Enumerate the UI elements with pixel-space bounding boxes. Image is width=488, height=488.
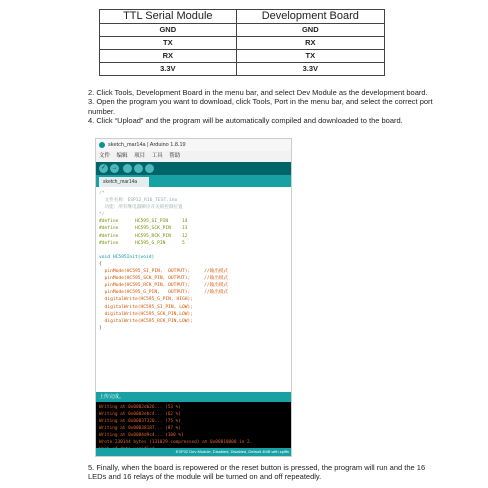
save-icon[interactable] bbox=[145, 164, 154, 173]
menu-edit[interactable]: 编辑 bbox=[116, 153, 128, 159]
step-3: 3. Open the program you want to download, click Tools, Port in the menu bar, and select the correct port number. bbox=[88, 97, 433, 116]
console-text: Writing at 0x0002db26... (53 %) Writing at 0x0003ebc4... (62 %) Writing at 0x00037320... (75 %) Writing at 0x00038187... (87 %) Writing at 0x0004d9c4... (100 %) Wrote 230144 bytes (131029 compressed) at 0x00010000 in 2. bbox=[99, 405, 253, 445]
table-cell: RX bbox=[100, 50, 237, 63]
table-cell: GND bbox=[100, 24, 237, 37]
wiring-table bbox=[99, 9, 385, 76]
header-dev-board: Development Board bbox=[236, 10, 384, 24]
arduino-ide-screenshot bbox=[96, 139, 291, 456]
header-ttl-module: TTL Serial Module bbox=[100, 10, 237, 24]
upload-status-text: 上传完成。 bbox=[99, 394, 125, 400]
menu-sketch[interactable]: 项目 bbox=[134, 153, 146, 159]
new-icon[interactable] bbox=[123, 164, 132, 173]
code-editor[interactable] bbox=[96, 187, 291, 392]
step-2: 2. Click Tools, Development Board in the menu bar, and select Dev Module as the development board. bbox=[88, 88, 428, 97]
table-row bbox=[100, 63, 385, 76]
table-row bbox=[100, 24, 385, 37]
window-title: sketch_mar14a | Arduino 1.8.19 bbox=[108, 142, 186, 148]
board-status-text: ESP32 Dev Module, Disabled, Disabled, Default 4MB with spiffs bbox=[175, 449, 289, 454]
step-5: 5. Finally, when the board is repowered or the reset button is pressed, the program will run and the 16 LEDs and 16 relays of the module will be turned on and off repeatedly. bbox=[88, 463, 426, 482]
verify-icon[interactable]: ✓ bbox=[100, 165, 107, 171]
upload-icon[interactable]: → bbox=[111, 165, 118, 171]
code-text: /* 文件名称：ESP32_R16_TEST.ino 功能：所有继电器顺序开关锁控制位置 */ #define HC595_SI_PIN 14 #define HC595_SCK_PIN 13 #define HC595_RCK_PIN 12 #define HC595_G_PIN 5 void HC595Init(void) { pinMode(HC595_SI_PIN, OUTPUT); //输出模式 pinMode(HC595_SCK_PIN, OUTPUT); //输出模式 pinMode(HC595_RCK_PIN, OUTPUT); //输出模式 pinMode(HC595_G_PIN, OUTPUT); //输出模式 digitalWrite(HC595_G_PIN, HIGH); digitalWrite(HC595_SI_PIN, LOW); digitalWrite(HC595_SCK_PIN,LOW); digitalWrite(HC595_RCK_PIN,LOW); } bbox=[99, 191, 229, 331]
open-icon[interactable] bbox=[134, 164, 143, 173]
table-row bbox=[100, 50, 385, 63]
table-cell: 3.3V bbox=[100, 63, 237, 76]
table-cell: GND bbox=[236, 24, 384, 37]
ide-title-bar bbox=[96, 139, 291, 151]
table-cell: TX bbox=[236, 50, 384, 63]
menu-help[interactable]: 帮助 bbox=[169, 153, 181, 159]
upload-status-bar bbox=[96, 392, 291, 402]
board-status-bar bbox=[96, 448, 291, 456]
arduino-logo-icon bbox=[99, 142, 105, 148]
step-4: 4. Click “Upload” and the program will be automatically compiled and downloaded to the board. bbox=[88, 115, 403, 125]
ide-toolbar bbox=[96, 162, 291, 175]
ide-menu-bar bbox=[96, 151, 291, 162]
table-cell: TX bbox=[100, 37, 237, 50]
menu-tools[interactable]: 工具 bbox=[151, 153, 163, 159]
table-cell: 3.3V bbox=[236, 63, 384, 76]
table-row bbox=[100, 37, 385, 50]
tab-sketch[interactable]: sketch_mar14a bbox=[99, 177, 149, 187]
table-header-row bbox=[100, 10, 385, 24]
instruction-steps bbox=[88, 88, 433, 125]
table-cell: RX bbox=[236, 37, 384, 50]
ide-tab-bar bbox=[96, 175, 291, 187]
menu-file[interactable]: 文件 bbox=[99, 153, 111, 159]
final-step bbox=[88, 463, 433, 482]
